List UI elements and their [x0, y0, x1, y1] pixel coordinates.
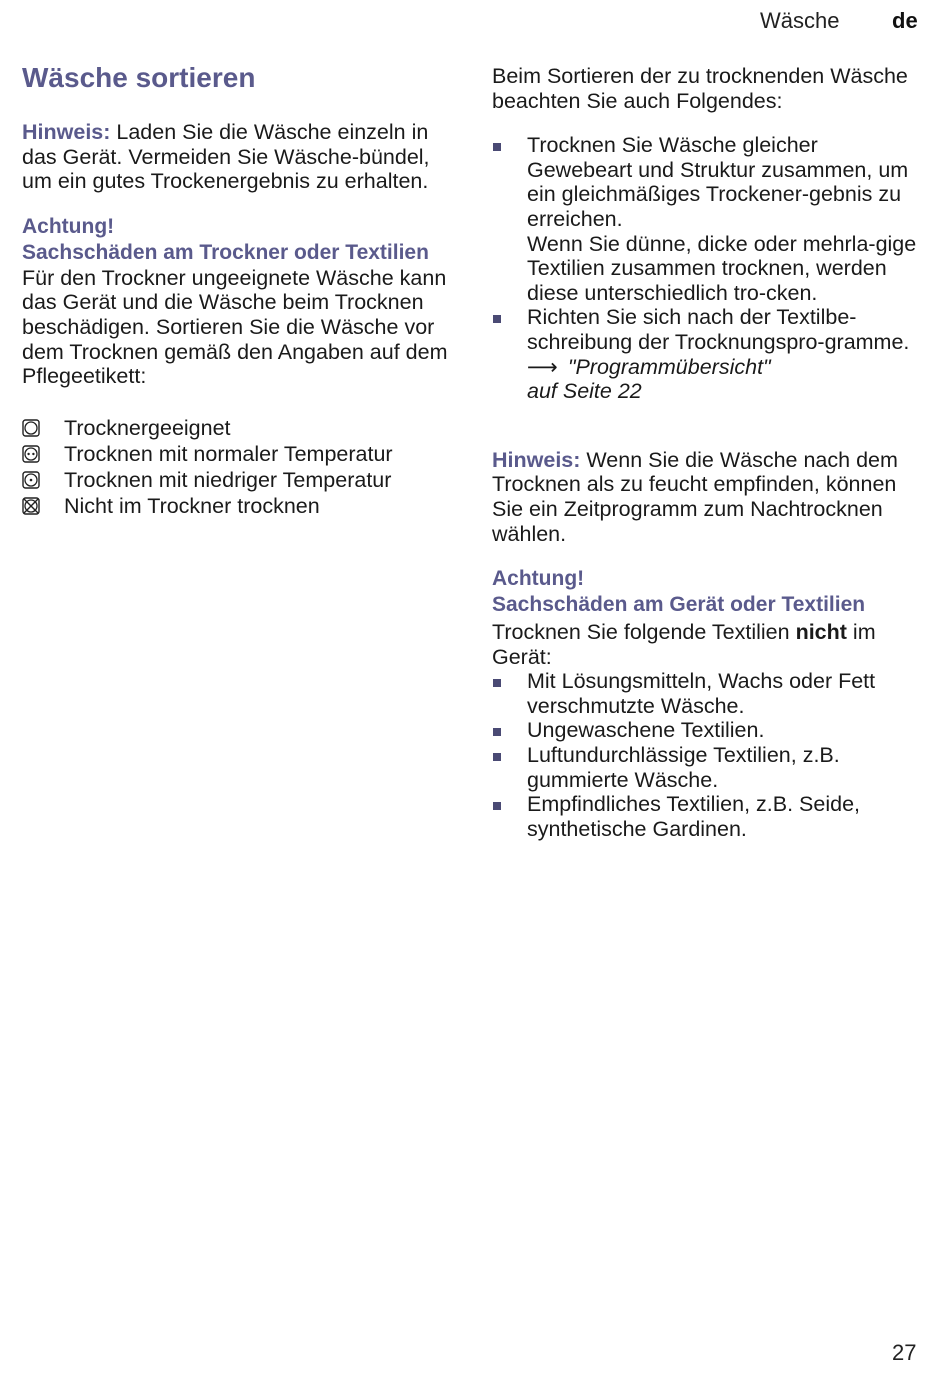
- left-column: [22, 60, 452, 519]
- sorting-tips-list: [492, 133, 924, 404]
- list-item-text: Luftundurchlässige Textilien, z.B. gummierte Wäsche.: [527, 743, 840, 792]
- tumble-dry-normal-icon: [22, 445, 40, 463]
- list-item: [492, 718, 924, 743]
- bullet-square-icon: [493, 679, 501, 687]
- bullet-square-icon: [493, 143, 501, 151]
- care-symbol-item: [22, 441, 452, 467]
- warning-subheading: Sachschäden am Trockner oder Textilien: [22, 240, 429, 264]
- warning-heading: Achtung!: [492, 567, 585, 591]
- care-symbol-label: Trocknen mit normaler Temperatur: [64, 441, 393, 466]
- warning-text-part: Trocknen Sie folgende Textilien: [492, 620, 796, 645]
- care-symbol-label: Trocknen mit niedriger Temperatur: [64, 467, 392, 492]
- list-item-text-continued: Wenn Sie dünne, dicke oder mehrla-gige Textilien zusammen trocknen, werden diese unterschiedlich tro-cken.: [527, 231, 917, 305]
- cross-reference-title[interactable]: "Programmübersicht": [567, 354, 771, 379]
- warning-text-emphasis: nicht: [795, 620, 847, 645]
- list-item-text: Trocknen Sie Wäsche gleicher Gewebeart und Struktur zusammen, um ein gleichmäßiges Trockener-gebnis zu erreichen.: [527, 133, 909, 231]
- excluded-textiles-list: [492, 669, 924, 841]
- cross-reference[interactable]: [527, 355, 924, 380]
- running-header-language: de: [892, 8, 918, 33]
- cross-reference-page[interactable]: auf Seite 22: [527, 379, 642, 404]
- do-not-tumble-dry-icon: [22, 497, 40, 515]
- page-number: 27: [892, 1340, 917, 1365]
- list-item-text: Richten Sie sich nach der Textilbe-schreibung der Trocknungspro-gramme.: [527, 305, 910, 354]
- list-item: [492, 305, 924, 403]
- care-symbol-item: [22, 493, 452, 519]
- page-title: Wäsche sortieren: [22, 62, 256, 93]
- care-symbol-list: [22, 415, 452, 519]
- warning-text: Für den Trockner ungeeignete Wäsche kann das Gerät und die Wäsche beim Trocknen beschädigen. Sortieren Sie die Wäsche vor dem Trocknen gemäß den Angaben auf dem Pflegeetikett:: [22, 265, 448, 389]
- note-label: Hinweis:: [492, 447, 581, 472]
- warning-text: [492, 620, 924, 669]
- care-symbol-label: Trocknergeeignet: [64, 415, 231, 440]
- list-item: [492, 792, 924, 841]
- note-paragraph: [22, 120, 452, 194]
- intro-paragraph: Beim Sortieren der zu trocknenden Wäsche beachten Sie auch Folgendes:: [492, 64, 908, 113]
- warning-block: [22, 214, 452, 389]
- list-item-text: Mit Lösungsmitteln, Wachs oder Fett verschmutzte Wäsche.: [527, 669, 876, 718]
- warning-block: [492, 566, 924, 669]
- list-item-text: Empfindliches Textilien, z.B. Seide, synthetische Gardinen.: [527, 792, 861, 841]
- warning-subheading: Sachschäden am Gerät oder Textilien: [492, 593, 866, 617]
- bullet-square-icon: [493, 728, 501, 736]
- list-item-text: Ungewaschene Textilien.: [527, 718, 765, 743]
- list-item: [492, 669, 924, 718]
- tumble-dry-low-icon: [22, 471, 40, 489]
- warning-heading: Achtung!: [22, 214, 115, 238]
- care-symbol-item: [22, 415, 452, 441]
- note-text: Laden Sie die Wäsche einzeln in das Gerät. Vermeiden Sie Wäsche-bündel, um ein gutes Trockenergebnis zu erhalten.: [22, 120, 430, 194]
- bullet-square-icon: [493, 315, 501, 323]
- arrow-right-icon: ⟶: [527, 354, 558, 379]
- list-item: [492, 133, 924, 305]
- list-item: [492, 743, 924, 792]
- running-header-section: Wäsche: [760, 8, 840, 33]
- warning-text-part: im Gerät:: [492, 620, 876, 669]
- note-paragraph: [492, 448, 924, 546]
- right-column: [492, 64, 924, 841]
- bullet-square-icon: [493, 753, 501, 761]
- care-symbol-label: Nicht im Trockner trocknen: [64, 493, 320, 518]
- care-symbol-item: [22, 467, 452, 493]
- note-label: Hinweis:: [22, 120, 111, 144]
- tumble-dry-icon: [22, 419, 40, 437]
- note-text: Wenn Sie die Wäsche nach dem Trocknen als zu feucht empfinden, können Sie ein Zeitprogramm zum Nachtrocknen wählen.: [492, 447, 898, 546]
- bullet-square-icon: [493, 802, 501, 810]
